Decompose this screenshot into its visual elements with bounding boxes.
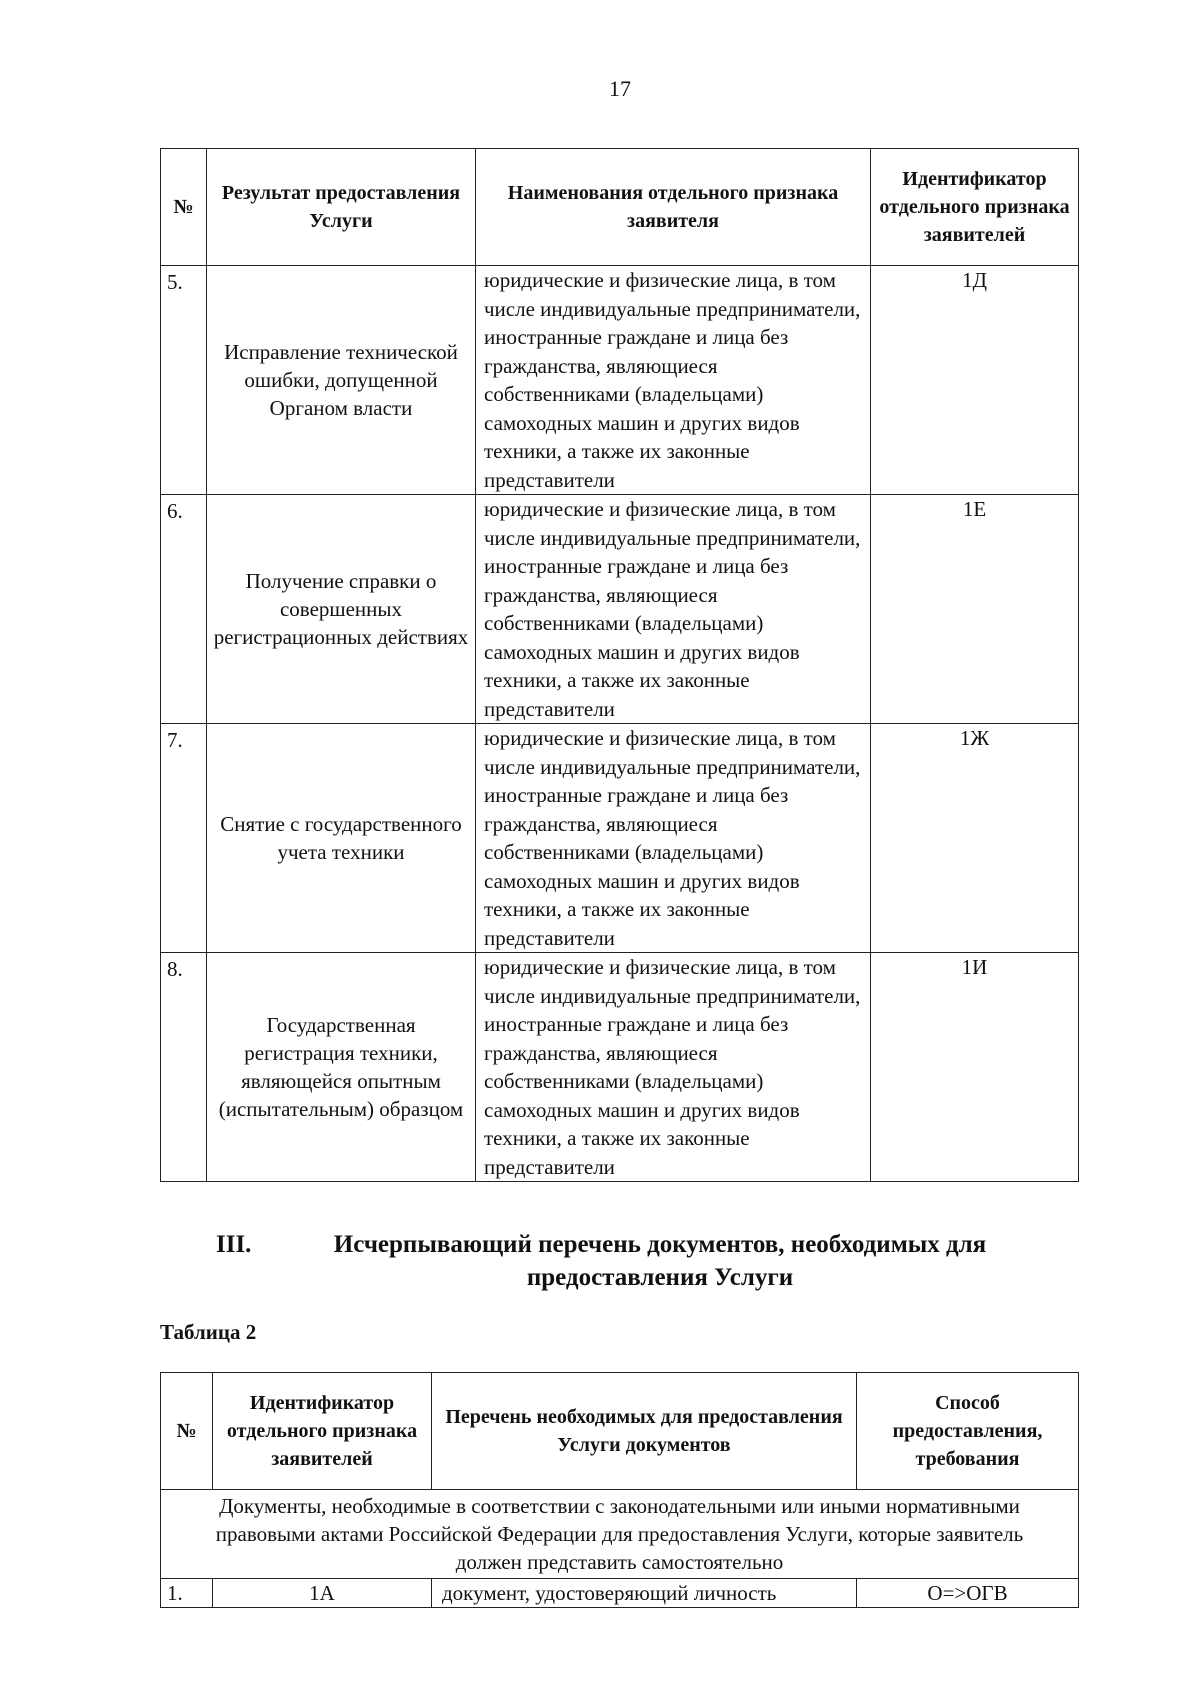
table-row bbox=[161, 266, 1079, 495]
header-result: Результат предоставления Услуги bbox=[207, 149, 476, 266]
table-group-row bbox=[161, 1490, 1079, 1579]
row-result: Государственная регистрация техники, являющейся опытным (испытательным) образцом bbox=[207, 953, 476, 1182]
row-identifier: 1А bbox=[213, 1579, 432, 1608]
row-description: юридические и физические лица, в том числе индивидуальные предприниматели, иностранные граждане и лица без гражданства, являющиеся собственниками (владельцами) самоходных машин и других видов техники, а также их законные представители bbox=[476, 953, 871, 1182]
row-identifier: 1Ж bbox=[871, 724, 1079, 953]
table-caption: Таблица 2 bbox=[160, 1320, 257, 1344]
table-row bbox=[161, 495, 1079, 724]
row-description: юридические и физические лица, в том числе индивидуальные предприниматели, иностранные граждане и лица без гражданства, являющиеся собственниками (владельцами) самоходных машин и других видов техники, а также их законные представители bbox=[476, 266, 871, 495]
section-number: III. bbox=[216, 1231, 252, 1258]
group-description: Документы, необходимые в соответствии с законодательными или иными нормативными правовыми актами Российской Федерации для предоставления Услуги, которые заявитель должен представить самостоятельно bbox=[161, 1490, 1079, 1579]
row-number: 6. bbox=[161, 495, 207, 724]
row-identifier: 1И bbox=[871, 953, 1079, 1182]
section-title: Исчерпывающий перечень документов, необходимых для предоставления Услуги bbox=[333, 1231, 987, 1291]
table-header-row bbox=[161, 149, 1079, 266]
row-result: Снятие с государственного учета техники bbox=[207, 724, 476, 953]
header-identifier: Идентификатор отдельного признака заявителей bbox=[871, 149, 1079, 266]
row-number: 8. bbox=[161, 953, 207, 1182]
row-method: О=>ОГВ bbox=[857, 1579, 1079, 1608]
row-result: Получение справки о совершенных регистрационных действиях bbox=[207, 495, 476, 724]
row-description: юридические и физические лица, в том числе индивидуальные предприниматели, иностранные граждане и лица без гражданства, являющиеся собственниками (владельцами) самоходных машин и других видов техники, а также их законные представители bbox=[476, 495, 871, 724]
applicant-features-table bbox=[160, 148, 1079, 1182]
header-feature-name: Наименования отдельного признака заявителя bbox=[476, 149, 871, 266]
header-num: № bbox=[161, 149, 207, 266]
row-document: документ, удостоверяющий личность bbox=[432, 1579, 857, 1608]
row-number: 7. bbox=[161, 724, 207, 953]
header-method: Способ предоставления, требования bbox=[857, 1373, 1079, 1490]
documents-table bbox=[160, 1372, 1079, 1608]
header-num: № bbox=[161, 1373, 213, 1490]
row-identifier: 1Д bbox=[871, 266, 1079, 495]
header-document-list: Перечень необходимых для предоставления Услуги документов bbox=[432, 1373, 857, 1490]
row-result: Исправление технической ошибки, допущенной Органом власти bbox=[207, 266, 476, 495]
table-row bbox=[161, 1579, 1079, 1608]
row-identifier: 1Е bbox=[871, 495, 1079, 724]
row-number: 5. bbox=[161, 266, 207, 495]
header-identifier: Идентификатор отдельного признака заявителей bbox=[213, 1373, 432, 1490]
table-row bbox=[161, 953, 1079, 1182]
table-header-row bbox=[161, 1373, 1079, 1490]
row-description: юридические и физические лица, в том числе индивидуальные предприниматели, иностранные граждане и лица без гражданства, являющиеся собственниками (владельцами) самоходных машин и других видов техники, а также их законные представители bbox=[476, 724, 871, 953]
table-row bbox=[161, 724, 1079, 953]
page-number: 17 bbox=[609, 76, 631, 101]
row-number: 1. bbox=[161, 1579, 213, 1608]
